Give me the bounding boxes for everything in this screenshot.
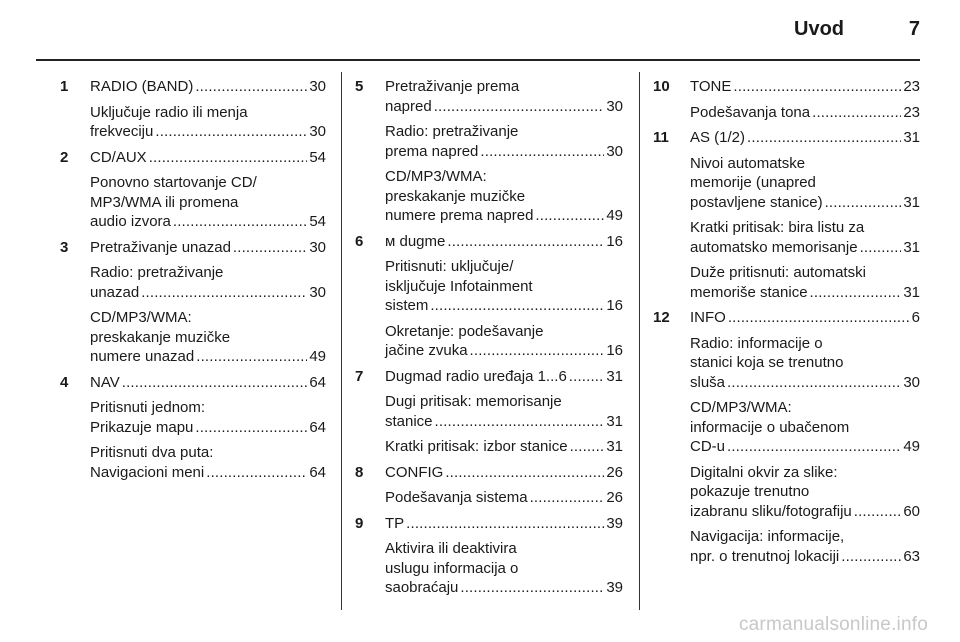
entry-number: 3 [60, 238, 69, 256]
index-entry [355, 232, 623, 361]
dot-leader [728, 308, 910, 328]
dot-leader [535, 206, 604, 226]
index-label: frekveciju [90, 123, 154, 140]
sub-entry-line: Radio: pretraživanje [385, 123, 519, 140]
sub-entry [90, 443, 326, 482]
dot-leader [434, 97, 605, 117]
sub-entry [690, 334, 920, 393]
index-line [385, 142, 623, 162]
watermark: carmanualsonline.info [738, 614, 928, 635]
index-line [90, 373, 326, 393]
sub-entry-line: uslugu informacija o [385, 559, 519, 577]
index-line [385, 514, 623, 534]
dot-leader [841, 547, 901, 567]
sub-entry [690, 154, 920, 213]
index-page-ref: 23 [903, 103, 920, 121]
sub-entry-line: Radio: pretraživanje [90, 264, 224, 281]
sub-entry-line: CD/MP3/WMA: [385, 168, 487, 185]
entry-number: 1 [60, 78, 69, 95]
sub-entry-line: Duže pritisnuti: automatski [690, 264, 866, 281]
index-line [690, 193, 920, 213]
index-line [385, 296, 623, 316]
index-label: TP [385, 514, 405, 532]
index-page-ref: 31 [903, 283, 920, 301]
index-line [385, 412, 623, 432]
sub-entry [90, 103, 326, 142]
index-page-ref: 64 [309, 418, 326, 436]
sub-entry [385, 488, 623, 508]
dot-leader [173, 212, 307, 232]
index-line [90, 148, 326, 168]
index-label: TONE [690, 78, 732, 95]
index-page-ref: 39 [606, 514, 623, 532]
index-label: AS (1/2) [690, 129, 746, 146]
index-label: Podešavanja sistema [385, 489, 528, 506]
index-page-ref: 31 [903, 129, 920, 146]
index-label: RADIO (BAND) [90, 78, 194, 95]
sub-entry-line: CD/MP3/WMA: [690, 399, 792, 416]
index-entry [60, 238, 326, 367]
entry-number: 12 [653, 309, 670, 326]
entry-number: 8 [355, 463, 364, 481]
index-line [385, 341, 623, 361]
index-page-ref: 16 [606, 342, 623, 359]
index-line [90, 283, 326, 303]
sub-entry-line: stanici koja se trenutno [690, 354, 844, 371]
index-label: CD/AUX [90, 148, 147, 166]
sub-entry [90, 308, 326, 367]
dot-leader [825, 193, 902, 213]
index-page-ref: 16 [606, 232, 623, 250]
index-entry [60, 77, 326, 142]
sub-entry-line: informacije o ubačenom [690, 418, 850, 436]
index-label: Kratki pritisak: izbor stanice [385, 438, 568, 455]
index-page-ref: 31 [606, 367, 623, 385]
index-line [385, 232, 623, 252]
index-line [690, 437, 920, 457]
index-line [90, 463, 326, 483]
index-label: sluša [690, 373, 726, 391]
index-entry [653, 308, 920, 566]
section-title: Uvod [794, 18, 844, 40]
entry-title-line: Pretraživanje prema [385, 78, 520, 95]
index-page-ref: 30 [606, 97, 623, 115]
index-line [90, 122, 326, 142]
index-page-ref: 64 [309, 373, 326, 391]
sub-entry [385, 539, 623, 598]
index-line [90, 212, 326, 232]
dot-leader [155, 122, 307, 142]
index-entry [355, 77, 623, 226]
index-page-ref: 31 [606, 412, 623, 430]
index-page-ref: 31 [606, 438, 623, 455]
dot-leader [733, 77, 901, 97]
dot-leader [747, 128, 901, 148]
index-line [690, 77, 920, 97]
index-label: audio izvora [90, 213, 171, 230]
index-label: sistem [385, 297, 429, 314]
index-page-ref: 30 [606, 142, 623, 160]
dot-leader [460, 578, 604, 598]
sub-entry-line: pokazuje trenutno [690, 483, 810, 500]
entry-number: 9 [355, 514, 364, 532]
sub-entry [690, 398, 920, 457]
dot-leader [812, 103, 901, 123]
dot-leader [727, 373, 901, 393]
index-label: numere prema napred [385, 207, 534, 224]
sub-entry [690, 103, 920, 123]
dot-leader [445, 463, 604, 483]
column-divider [639, 72, 640, 610]
entry-number: 7 [355, 367, 364, 385]
dot-leader [530, 488, 605, 508]
sub-entry-line: Dugi pritisak: memorisanje [385, 393, 562, 410]
index-label: unazad [90, 283, 140, 301]
index-line [385, 463, 623, 483]
index-label: prema napred [385, 142, 479, 160]
dot-leader [149, 148, 308, 168]
sub-entry-line: CD/MP3/WMA: [90, 309, 192, 326]
index-label: saobraćaju [385, 579, 459, 596]
entry-number: 6 [355, 232, 364, 250]
sub-entry [90, 173, 326, 232]
index-label: CONFIG [385, 463, 444, 481]
index-page-ref: 49 [606, 207, 623, 224]
index-line [385, 367, 623, 387]
dot-leader [569, 367, 605, 387]
index-label: numere unazad [90, 348, 195, 365]
sub-entry-line: Radio: informacije o [690, 334, 823, 352]
dot-leader [430, 296, 604, 316]
index-page-ref: 64 [309, 463, 326, 481]
sub-entry [690, 463, 920, 522]
sub-entry-line: Pritisnuti: uključuje/ [385, 258, 514, 275]
index-label: Dugmad radio uređaja 1...6 [385, 367, 567, 385]
column-1 [60, 77, 326, 482]
index-line [385, 97, 623, 117]
index-label: automatsko memorisanje [690, 238, 858, 256]
index-page-ref: 60 [903, 502, 920, 520]
sub-entry-line: Ponovno startovanje CD/ [90, 174, 257, 191]
index-line [690, 128, 920, 148]
dot-leader [206, 463, 307, 483]
sub-entry [385, 437, 623, 457]
index-entry [355, 463, 623, 508]
index-page-ref: 23 [903, 78, 920, 95]
dot-leader [141, 283, 307, 303]
dot-leader [195, 418, 307, 438]
index-page-ref: 26 [606, 489, 623, 506]
index-label: INFO [690, 309, 726, 326]
dot-leader [447, 232, 604, 252]
sub-entry [690, 263, 920, 302]
index-label: ᴍ dugme [385, 232, 446, 250]
dot-leader [233, 238, 307, 258]
index-line [385, 488, 623, 508]
sub-entry-line: Pritisnuti dva puta: [90, 444, 214, 461]
index-line [90, 347, 326, 367]
index-line [385, 206, 623, 226]
sub-entry-line: MP3/WMA ili promena [90, 193, 239, 211]
dot-leader [435, 412, 605, 432]
entry-number: 11 [653, 129, 669, 146]
index-page-ref: 30 [309, 238, 326, 256]
index-page-ref: 49 [309, 348, 326, 365]
index-label: stanice [385, 412, 433, 430]
index-line [90, 238, 326, 258]
index-entry [653, 77, 920, 122]
index-line [90, 418, 326, 438]
index-label: Navigacioni meni [90, 463, 205, 481]
index-line [690, 547, 920, 567]
sub-entry [385, 257, 623, 316]
column-2 [355, 77, 623, 598]
index-page-ref: 54 [309, 213, 326, 230]
column-divider [341, 72, 342, 610]
index-label: izabranu sliku/fotografiju [690, 502, 852, 520]
index-label: Pretraživanje unazad [90, 238, 231, 256]
index-page-ref: 16 [606, 297, 623, 314]
index-line [385, 578, 623, 598]
sub-entry-line: Okretanje: podešavanje [385, 322, 544, 340]
sub-entry [385, 392, 623, 431]
entry-number: 10 [653, 78, 670, 95]
index-page-ref: 26 [606, 463, 623, 481]
sub-entry [385, 322, 623, 361]
entry-number: 5 [355, 78, 364, 95]
dot-leader [810, 283, 902, 303]
sub-entry [90, 398, 326, 437]
index-page-ref: 30 [903, 373, 920, 391]
entry-number: 2 [60, 148, 69, 166]
header-rule [36, 59, 920, 61]
index-label: NAV [90, 373, 120, 391]
sub-entry-line: preskakanje muzičke [90, 328, 231, 346]
index-line [690, 283, 920, 303]
dot-leader [196, 347, 307, 367]
index-label: npr. o trenutnoj lokaciji [690, 547, 840, 565]
dot-leader [470, 341, 605, 361]
sub-entry-line: Nivoi automatske [690, 154, 806, 172]
sub-entry-line: Digitalni okvir za slike: [690, 463, 838, 481]
entry-number: 4 [60, 373, 69, 391]
sub-entry-line: Pritisnuti jednom: [90, 399, 206, 416]
sub-entry-line: Aktivira ili deaktivira [385, 540, 517, 557]
index-page-ref: 39 [606, 579, 623, 596]
sub-entry-line: preskakanje muzičke [385, 187, 526, 205]
sub-entry [90, 263, 326, 302]
index-label: CD-u [690, 438, 726, 455]
dot-leader [727, 437, 901, 457]
index-page-ref: 63 [903, 547, 920, 565]
index-line [90, 77, 326, 97]
index-page-ref: 30 [309, 123, 326, 140]
index-entry [60, 148, 326, 232]
index-line [385, 437, 623, 457]
page-number: 7 [908, 18, 920, 40]
index-page-ref: 31 [903, 238, 920, 256]
sub-entry [690, 218, 920, 257]
index-line [690, 373, 920, 393]
index-page-ref: 30 [309, 78, 326, 95]
index-entry [60, 373, 326, 483]
dot-leader [122, 373, 308, 393]
column-3 [653, 77, 920, 566]
index-line [690, 308, 920, 328]
sub-entry-line: isključuje Infotainment [385, 277, 533, 295]
index-label: postavljene stanice) [690, 193, 823, 211]
dot-leader [570, 437, 605, 457]
sub-entry-line: Kratki pritisak: bira listu za [690, 219, 865, 236]
index-line [690, 502, 920, 522]
sub-entry-line: Navigacija: informacije, [690, 528, 845, 545]
index-label: jačine zvuka [385, 342, 468, 359]
index-page-ref: 30 [309, 283, 326, 301]
sub-entry [385, 167, 623, 226]
sub-entry-line: Uključuje radio ili menja [90, 103, 248, 121]
sub-entry-line: memorije (unapred [690, 174, 816, 191]
sub-entry [690, 527, 920, 566]
dot-leader [854, 502, 902, 522]
index-label: Prikazuje mapu [90, 418, 194, 436]
sub-entry [385, 122, 623, 161]
index-label: napred [385, 97, 432, 115]
index-label: Podešavanja tona [690, 103, 811, 121]
index-label: memoriše stanice [690, 283, 808, 301]
index-page-ref: 31 [903, 193, 920, 211]
index-line [690, 238, 920, 258]
index-line [690, 103, 920, 123]
dot-leader [860, 238, 902, 258]
index-entry [355, 514, 623, 598]
index-page-ref: 49 [903, 438, 920, 455]
dot-leader [195, 77, 307, 97]
index-entry [355, 367, 623, 457]
dot-leader [406, 514, 604, 534]
index-entry [653, 128, 920, 302]
dot-leader [480, 142, 604, 162]
index-page-ref: 54 [309, 148, 326, 166]
index-page-ref: 6 [911, 309, 920, 326]
